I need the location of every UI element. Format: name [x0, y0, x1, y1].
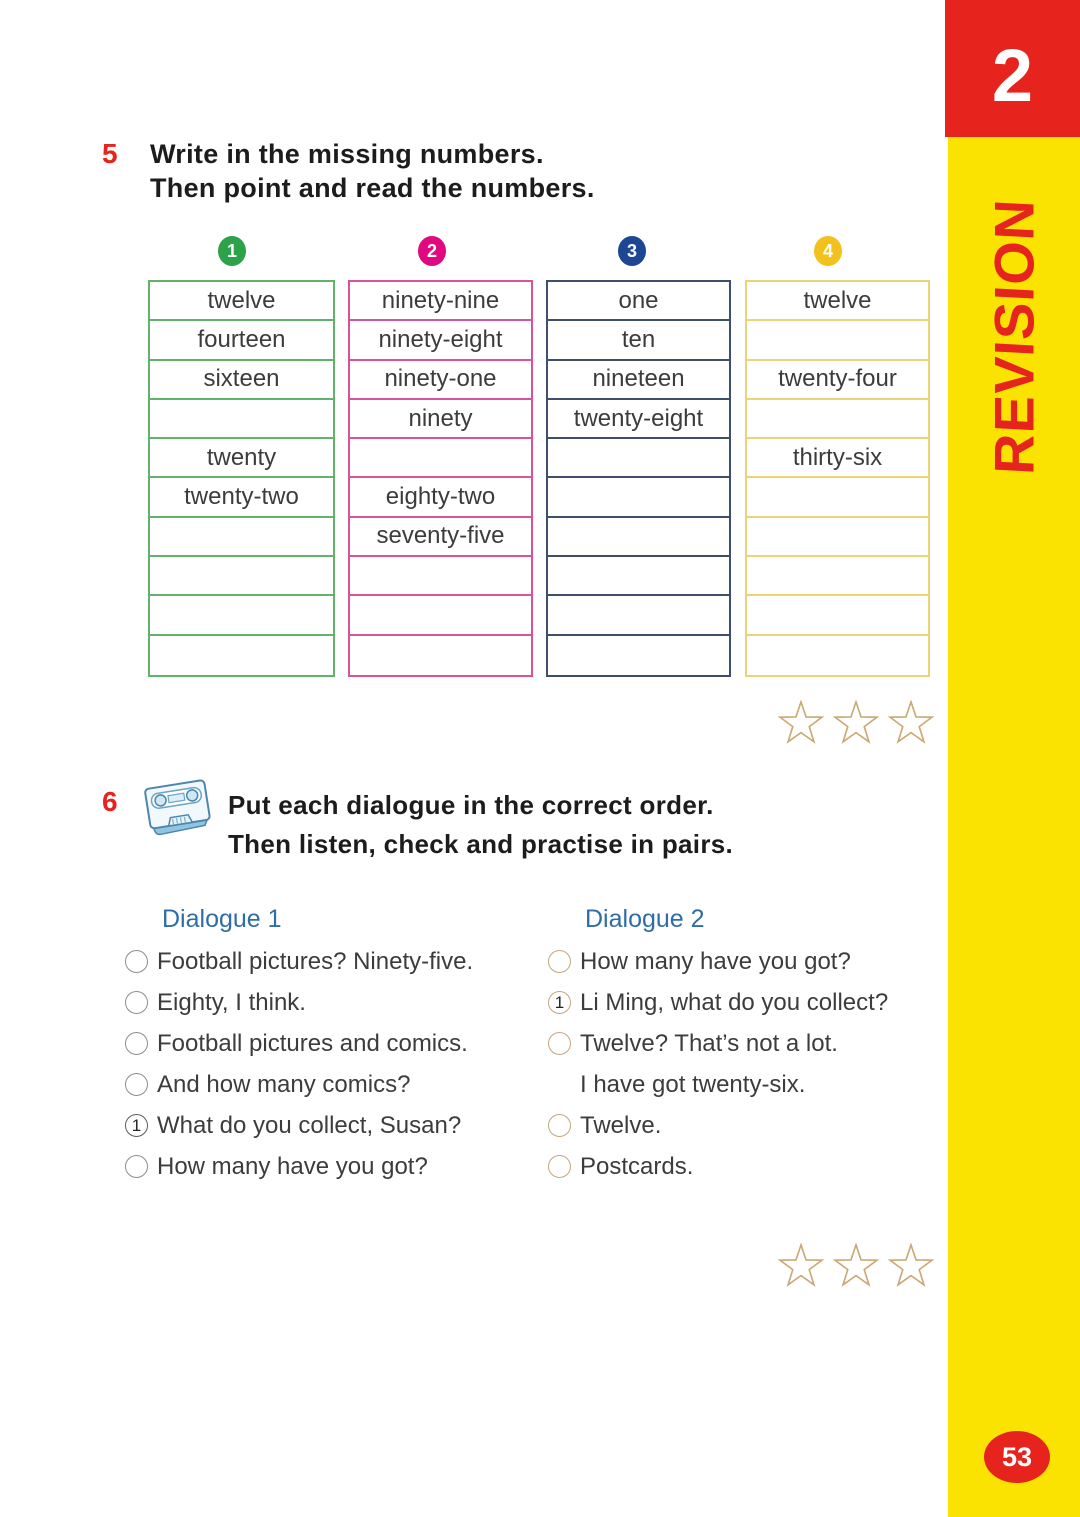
star-icon — [832, 1243, 880, 1289]
order-circle — [125, 1032, 148, 1055]
order-circle: 1 — [125, 1114, 148, 1137]
table-cell: ninety-one — [350, 361, 531, 400]
table-cell: eighty-two — [350, 478, 531, 517]
column-4-badge: 4 — [814, 236, 842, 266]
star-icon — [887, 700, 935, 746]
dialogue-text: How many have you got? — [580, 947, 851, 975]
table-cell: seventy-five — [350, 518, 531, 557]
dialogue-line — [125, 1105, 565, 1146]
revision-label: REVISION — [982, 196, 1046, 476]
table-cell: fourteen — [150, 321, 333, 360]
table-cell — [747, 400, 928, 439]
revision-banner — [948, 185, 1080, 487]
table-cell — [548, 636, 729, 675]
dialogue-line — [125, 1146, 565, 1187]
dialogue-text: Twelve? That’s not a lot. — [580, 1029, 838, 1057]
order-circle — [125, 1155, 148, 1178]
table-cell: twenty-four — [747, 361, 928, 400]
dialogue-line — [548, 1064, 988, 1105]
table-cell: thirty-six — [747, 439, 928, 478]
exercise5-title-line1: Write in the missing numbers. — [150, 139, 544, 169]
unit-tab — [945, 0, 1080, 137]
unit-number: 2 — [991, 33, 1034, 117]
star-icon — [777, 700, 825, 746]
table-cell — [548, 557, 729, 596]
order-circle — [548, 1155, 571, 1178]
dialogue-line — [548, 982, 988, 1023]
dialogue-text: Li Ming, what do you collect? — [580, 988, 889, 1016]
table-cell: ninety-eight — [350, 321, 531, 360]
number-table-3 — [546, 280, 731, 677]
dialogue-text: Football pictures and comics. — [157, 1029, 468, 1057]
table-cell — [350, 596, 531, 635]
dialogue-text: Postcards. — [580, 1152, 694, 1180]
dialogue-text: How many have you got? — [157, 1152, 428, 1180]
dialogue-2-lines — [548, 941, 988, 1187]
table-cell: ninety-nine — [350, 282, 531, 321]
dialogue-line — [548, 1023, 988, 1064]
dialogue-line — [548, 1105, 988, 1146]
dialogue-line — [125, 941, 565, 982]
exercise5-number: 5 — [102, 138, 118, 169]
dialogue-line — [125, 1064, 565, 1105]
number-table-2 — [348, 280, 533, 677]
table-cell — [150, 400, 333, 439]
table-cell — [747, 321, 928, 360]
column-2-badge: 2 — [418, 236, 446, 266]
table-cell — [747, 596, 928, 635]
order-circle — [548, 1114, 571, 1137]
star-icon — [887, 1243, 935, 1289]
page-number: 53 — [1001, 1441, 1033, 1472]
dialogue-2-heading: Dialogue 2 — [585, 905, 705, 933]
dialogue-line — [548, 1146, 988, 1187]
dialogue-text: Twelve. — [580, 1111, 662, 1139]
exercise5-title-line2: Then point and read the numbers. — [150, 173, 595, 203]
table-cell: one — [548, 282, 729, 321]
table-cell: ten — [548, 321, 729, 360]
table-cell — [150, 518, 333, 557]
dialogue-text: I have got twenty-six. — [580, 1070, 806, 1098]
dialogue-1-lines — [125, 941, 565, 1187]
number-table-1 — [148, 280, 335, 677]
exercise6-title — [228, 786, 733, 864]
exercise6-title-line2: Then listen, check and practise in pairs. — [228, 829, 734, 859]
order-circle — [125, 1073, 148, 1096]
dialogue-2 — [548, 903, 988, 1187]
table-cell — [350, 439, 531, 478]
dialogue-text: Football pictures? Ninety-five. — [157, 947, 474, 975]
table-cell: twelve — [150, 282, 333, 321]
table-cell — [747, 636, 928, 675]
table-cell — [350, 557, 531, 596]
table-cell — [548, 596, 729, 635]
table-cell: twelve — [747, 282, 928, 321]
table-cell — [548, 478, 729, 517]
exercise5-title — [150, 137, 595, 205]
table-cell — [747, 518, 928, 557]
star-icon — [832, 700, 880, 746]
dialogue-1-heading: Dialogue 1 — [162, 905, 282, 933]
exercise6-number: 6 — [102, 786, 118, 817]
table-cell: nineteen — [548, 361, 729, 400]
table-cell — [747, 478, 928, 517]
dialogue-text: And how many comics? — [157, 1070, 411, 1098]
table-cell — [150, 557, 333, 596]
table-cell — [350, 636, 531, 675]
dialogue-text: What do you collect, Susan? — [157, 1111, 462, 1139]
table-cell — [150, 636, 333, 675]
table-cell: sixteen — [150, 361, 333, 400]
exercise5-difficulty-stars — [777, 700, 935, 746]
table-cell — [747, 557, 928, 596]
number-table-4 — [745, 280, 930, 677]
cassette-icon — [136, 770, 224, 846]
dialogue-text: Eighty, I think. — [157, 988, 306, 1016]
exercise6-title-line1: Put each dialogue in the correct order. — [228, 790, 714, 820]
table-cell — [150, 596, 333, 635]
table-cell: ninety — [350, 400, 531, 439]
order-circle: 1 — [548, 991, 571, 1014]
dialogue-1 — [125, 903, 565, 1187]
order-circle — [548, 950, 571, 973]
star-icon — [777, 1243, 825, 1289]
exercise6-difficulty-stars — [777, 1243, 935, 1289]
table-cell: twenty-eight — [548, 400, 729, 439]
column-1-badge: 1 — [218, 236, 246, 266]
column-3-badge: 3 — [618, 236, 646, 266]
dialogue-line — [125, 1023, 565, 1064]
page-number-badge — [984, 1431, 1050, 1483]
table-cell: twenty-two — [150, 478, 333, 517]
table-cell — [548, 518, 729, 557]
table-cell — [548, 439, 729, 478]
order-circle — [125, 950, 148, 973]
order-circle — [125, 991, 148, 1014]
dialogue-line — [125, 982, 565, 1023]
order-circle — [548, 1032, 571, 1055]
dialogue-line — [548, 941, 988, 982]
table-cell: twenty — [150, 439, 333, 478]
